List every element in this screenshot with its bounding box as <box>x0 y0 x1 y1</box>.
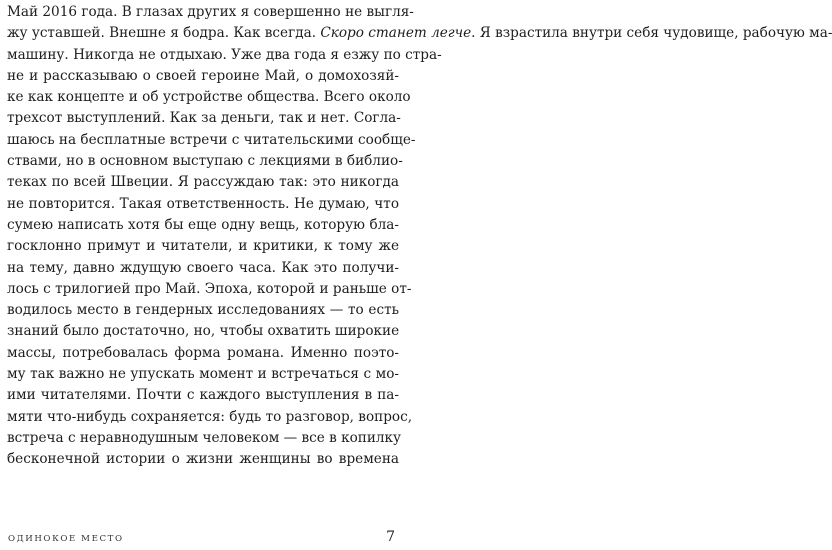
text-line: ке как концепте и об устройстве общества. Всего около <box>7 89 411 106</box>
text-line: мяти что-нибудь сохраняется: будь то разговор, вопрос, <box>7 408 413 425</box>
text-line: не и рассказываю о своей героине Май, о домохозяй- <box>7 67 399 84</box>
text-line: не повторится. Такая ответственность. Не думаю, что <box>7 195 399 212</box>
text-line: теках по всей Швеции. Я рассуждаю так: это никогда <box>7 174 399 191</box>
text-line: на тему, давно ждущую своего часа. Как это получи- <box>7 259 399 276</box>
text-line: бесконечной истории о жизни женщины во времена <box>7 451 399 468</box>
text-line: массы, потребовалась форма романа. Именно поэто- <box>7 344 399 361</box>
text-line: трехсот выступлений. Как за деньги, так и нет. Согла- <box>7 110 401 127</box>
text-line: шаюсь на бесплатные встречи с читательскими сообще- <box>7 131 416 148</box>
text-line: сумею написать хотя бы еще одну вещь, которую бла- <box>7 216 399 233</box>
text-line: лось с трилогией про Май. Эпоха, которой и раньше от- <box>7 280 412 297</box>
text-line: встреча с неравнодушным человеком — все в копилку <box>7 429 402 446</box>
text-line: му так важно не упускать момент и встречаться с мо- <box>7 366 399 383</box>
text-line: ствами, но в основном выступаю с лекциями в библио- <box>7 153 403 170</box>
text-line: знаний было достаточно, но, чтобы охватить широкие <box>7 323 400 340</box>
text-line: Май 2016 года. В глазах других я совершенно не выгля- <box>7 4 414 20</box>
text-line: машину. Никогда не отдыхаю. Уже два года я езжу по стра- <box>7 46 442 63</box>
text-line: водилось место в гендерных исследованиях — то есть <box>7 302 399 319</box>
running-head: ОДИНОКОЕ МЕСТО <box>8 534 124 544</box>
text-line <box>7 23 832 44</box>
text-line-start: жу уставшей. Внешне я бодра. Как всегда. <box>7 25 321 42</box>
text-line-tail: . Я взрастила внутри себя чудовище, рабочую ма- <box>471 25 832 42</box>
body-text <box>7 2 832 471</box>
text-line: госклонно примут и читатели, и критики, к тому же <box>7 238 399 255</box>
page-number: 7 <box>386 529 395 545</box>
text-line: ими читателями. Почти с каждого выступления в па- <box>7 387 399 404</box>
page-footer <box>8 531 395 545</box>
italic-phrase: Скоро станет легче <box>320 25 472 42</box>
